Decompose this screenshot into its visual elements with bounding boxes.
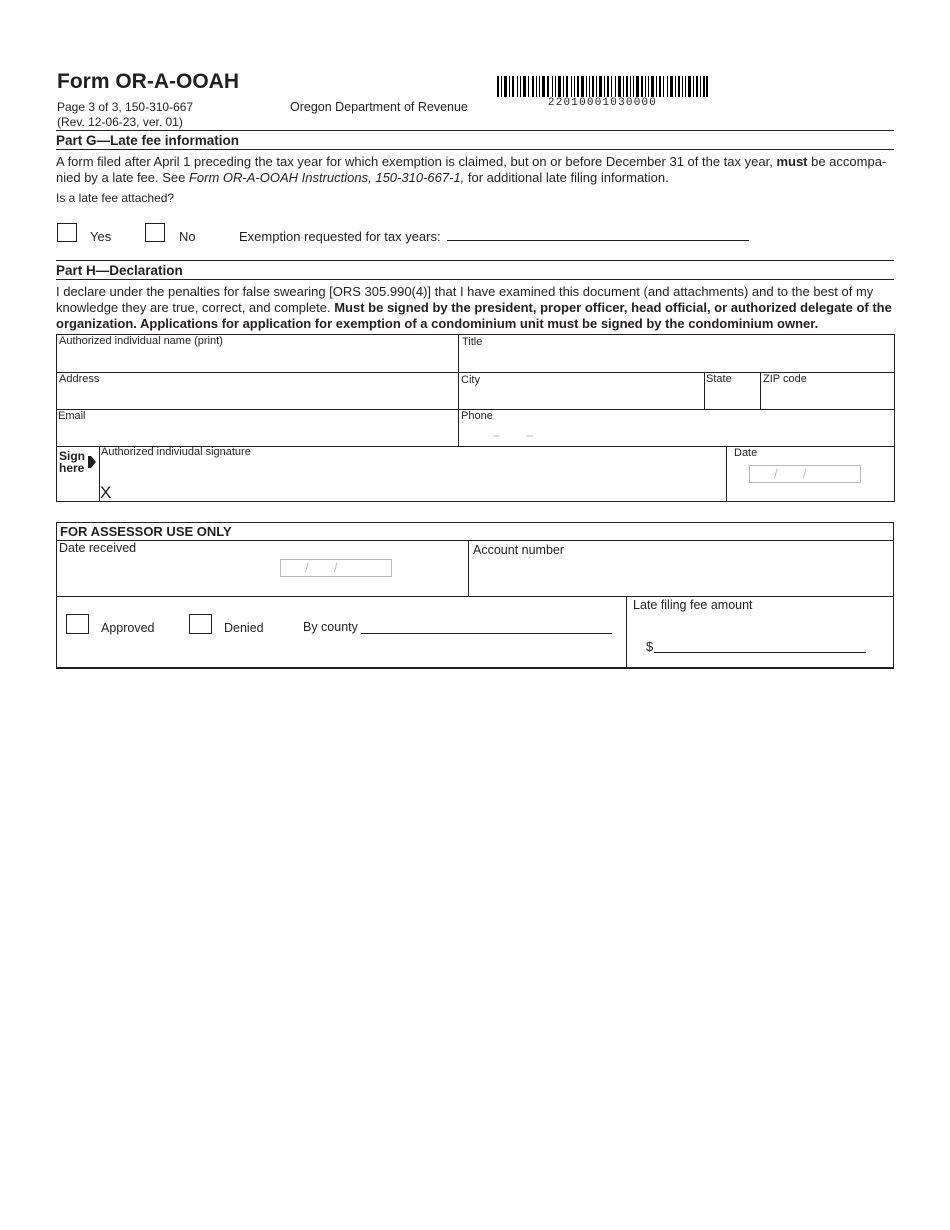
account-number-label: Account number [473,543,565,557]
declaration-bold: organization. Applications for application for exemption of a condominium unit must be signed by the condominium owner. [56,316,819,331]
approved-label: Approved [101,621,155,635]
declaration-bold: Must be signed by the president, proper officer, head official, or authorized delegate of the [334,300,892,315]
arrow-right-icon [88,456,96,468]
state-label: State [706,373,732,385]
name-label: Authorized individual name (print) [59,335,223,347]
grid-line [626,596,627,668]
tax-years-label: Exemption requested for tax years: [239,229,441,244]
signature-x: X [100,483,112,502]
part-g-text: A form filed after April 1 preceding the tax year for which exemption is claimed, but on or before December 31 of the tax year, [56,154,777,169]
tax-years-field[interactable] [447,240,749,241]
title-field[interactable] [459,335,894,371]
dollar-sign: $ [646,639,654,654]
divider [56,149,894,150]
no-label: No [179,229,196,244]
by-county-label: By county [303,620,358,634]
approved-checkbox[interactable] [66,614,89,634]
signature-label: Authorized indiviudal signature [101,446,251,458]
email-field[interactable] [57,410,457,445]
yes-checkbox[interactable] [57,223,77,242]
part-g-text: be accompa- [807,154,887,169]
by-county-field[interactable] [361,633,612,634]
declaration-text: knowledge they are true, correct, and complete. [56,300,335,315]
date-received-field[interactable] [280,559,392,577]
zip-label: ZIP code [763,373,807,385]
agency-name: Oregon Department of Revenue [290,100,468,114]
denied-label: Denied [224,621,264,635]
late-fee-question: Is a late fee attached? [56,191,175,205]
signature-date-field[interactable] [749,465,861,483]
city-field[interactable] [459,373,703,408]
email-label: Email [58,410,86,422]
date-placeholder: / / [305,560,338,575]
part-g-heading: Part G—Late fee information [56,133,240,148]
part-g-paragraph [56,154,896,186]
page-info: Page 3 of 3, 150-310-667 [57,100,194,114]
part-h-heading: Part H—Declaration [56,263,183,278]
date-placeholder: / / [774,466,807,481]
address-field[interactable] [57,373,457,408]
title-label: Title [462,336,483,348]
phone-label: Phone [461,410,493,422]
address-label: Address [59,373,100,385]
declaration-text: I declare under the penalties for false swearing [ORS 305.990(4)] that I have examined this document (and attachments) and to the best of my [56,284,874,299]
revision: (Rev. 12-06-23, ver. 01) [57,115,183,129]
declaration-paragraph [56,284,896,332]
sign-here-text [59,450,85,474]
date-received-label: Date received [59,541,137,555]
part-g-text: for additional late filing information. [464,170,669,185]
yes-label: Yes [90,229,112,244]
barcode-number: 22010001030000 [547,97,658,109]
date-label: Date [734,447,758,459]
denied-checkbox[interactable] [189,614,212,634]
barcode-image [497,76,708,97]
part-g-bold: must [776,154,808,169]
divider [56,260,894,261]
late-fee-amount-field[interactable] [654,652,866,653]
grid-line [56,596,894,597]
part-g-text: nied by a late fee. See [56,170,189,185]
sign-here-line: Sign [59,449,85,463]
phone-placeholder: – – [493,428,534,442]
late-fee-label: Late filing fee amount [633,598,753,612]
assessor-heading: FOR ASSESSOR USE ONLY [60,524,232,539]
form-title: Form OR-A-OOAH [57,70,239,93]
no-checkbox[interactable] [145,223,165,242]
grid-line [726,446,727,502]
city-label: City [461,374,480,386]
divider [56,279,894,280]
divider [56,130,894,131]
sign-here-line: here [59,461,85,475]
instructions-reference: Form OR-A-OOAH Instructions, 150-310-667-1, [188,170,465,185]
